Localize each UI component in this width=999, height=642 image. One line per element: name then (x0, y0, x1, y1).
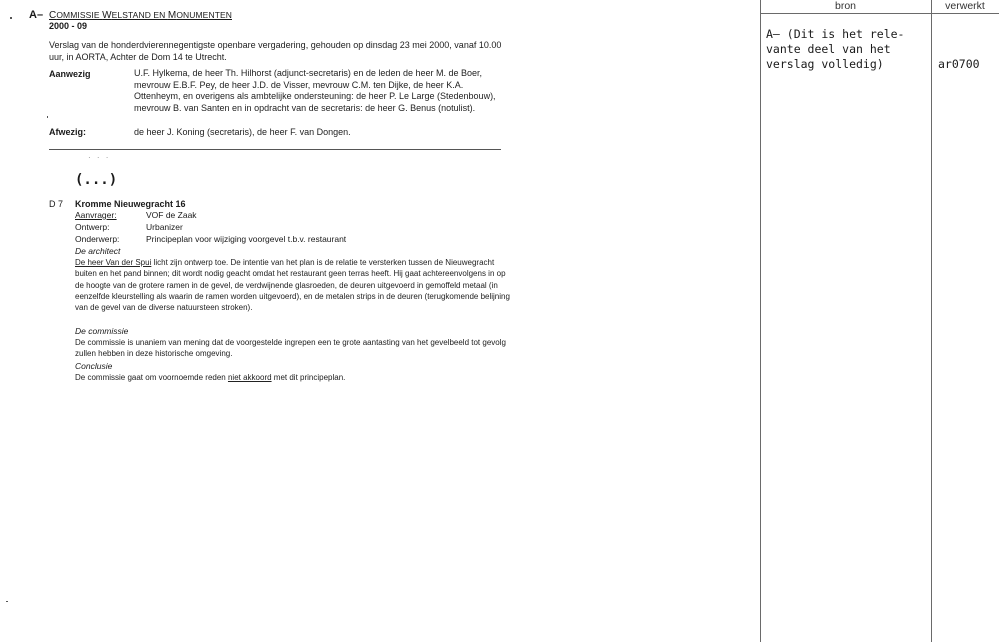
column-header-rule (760, 13, 999, 14)
agenda-item-number: D 7 (49, 199, 64, 209)
commission-header (49, 10, 232, 21)
header-letter-w: W (102, 10, 112, 21)
architect-text: licht zijn ontwerp toe. De intentie van het plan is de relatie te versterken tussen de Nieuwegracht buiten en het pand binnen; dit wordt nodig geacht omdat het restaurant geen terras heeft. Hij gaat achtereenvolgens in op de hoogte van de grotere ramen in de gevel, de verdwijnende glasroeden, de deuren uitgevoerd in gemoffeld metaal (in eenzelfde kleurstelling als waarin de ramen worden uitgevoerd), en de metalen strips in de deuren (terugkomende belijning van de gevel van de diverse natuursteen stroken). (75, 258, 510, 313)
applicant-label: Aanvrager: (75, 210, 117, 220)
conclusion-heading: Conclusie (75, 361, 113, 371)
omission-mark: (...) (75, 172, 118, 188)
scan-dots: · · · (88, 153, 111, 162)
present-label: Aanwezig (49, 69, 91, 79)
bron-annotation: A– (Dit is het rele- vante deel van het verslag volledig) (766, 27, 905, 71)
present-list: U.F. Hylkema, de heer Th. Hilhorst (adjunct-secretaris) en de leden de heer M. de Boer, mevrouw E.B.F. Pey, de heer J.D. de Visser, mevrouw C.M. ten Dijke, de heer K.A. Ottenheym, en overigens als ambtelijke ondersteuning: de heer P. Le Large (Stedenbouw), mevrouw B. van Santen en in opdracht van de secretaris: de heer G. Benus (notulist). (134, 68, 496, 113)
header-part-3: ONUMENTEN (176, 10, 232, 20)
conclusion-paragraph (75, 373, 345, 382)
header-letter-m: M (167, 10, 177, 21)
header-part-2: ELSTAND EN (111, 10, 168, 20)
header-part-1: OMMISSIE (56, 10, 103, 20)
architect-heading: De architect (75, 246, 121, 256)
bron-column-header: bron (834, 0, 856, 12)
scan-speck (47, 116, 48, 118)
verwerkt-code: ar0700 (938, 57, 980, 71)
bron-column-left-border (760, 0, 761, 642)
absent-list: de heer J. Koning (secretaris), de heer F. van Dongen. (134, 127, 351, 137)
conclusion-verdict: niet akkoord (227, 373, 272, 382)
commission-heading: De commissie (75, 326, 129, 336)
subject-label: Onderwerp: (75, 234, 120, 244)
section-divider (49, 149, 501, 150)
verwerkt-column-header: verwerkt (945, 0, 985, 12)
scan-speck (10, 17, 12, 19)
architect-name: De heer Van der Spui (75, 258, 152, 267)
subject-value: Principeplan voor wijziging voorgevel t.b.v. restaurant (146, 234, 347, 244)
column-separator (931, 0, 932, 642)
commission-paragraph: De commissie is unaniem van mening dat de voorgestelde ingrepen een te grote aantasting van het gevelbeeld tot gevolg zullen hebben in deze historische omgeving. (75, 338, 506, 359)
header-letter-c: C (49, 10, 57, 21)
design-value: Urbanizer (146, 222, 183, 232)
applicant-value: VOF de Zaak (146, 210, 197, 220)
agenda-item-title: Kromme Nieuwegracht 16 (75, 199, 186, 209)
meeting-intro: Verslag van de honderdvierennegentigste openbare vergadering, gehouden op dinsdag 23 mei 2000, vanaf 10.00 uur, in AORTA, Achter de Dom 14 te Utrecht. (49, 40, 502, 62)
meeting-code: 2000 - 09 (49, 21, 88, 31)
scan-speck (6, 601, 8, 602)
document-marker: A– (29, 9, 44, 21)
architect-paragraph (75, 257, 513, 313)
conclusion-text-after: met dit principeplan. (271, 373, 346, 382)
absent-label: Afwezig: (49, 127, 86, 137)
conclusion-text-before: De commissie gaat om voornoemde reden (75, 373, 228, 382)
design-label: Ontwerp: (75, 222, 110, 232)
